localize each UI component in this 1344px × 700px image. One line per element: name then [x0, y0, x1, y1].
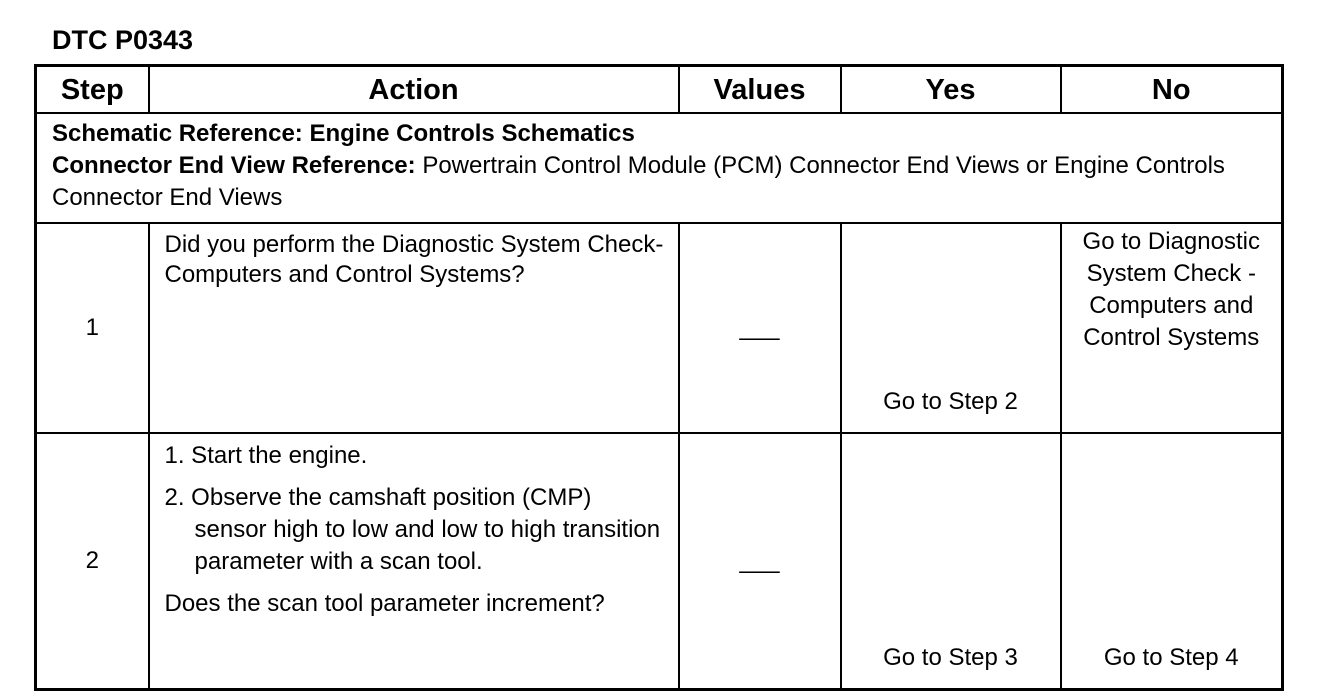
reference-row: [36, 113, 1283, 223]
action-question: Did you perform the Diagnostic System Check-Computers and Control Systems?: [164, 231, 664, 288]
diagnostic-table: [34, 64, 1284, 691]
table-row: [36, 433, 1283, 690]
no-link: Go to Step 4: [1061, 433, 1283, 690]
connector-reference-text: Powertrain Control Module (PCM) Connector End Views or Engine Controls Connector End Views: [52, 152, 1225, 211]
action-step: 2. Observe the camshaft position (CMP) sensor high to low and low to high transition parameter with a scan tool.: [164, 484, 661, 575]
step-number: 1: [36, 223, 149, 433]
action-text: [149, 223, 679, 433]
connector-reference: [52, 150, 1281, 214]
yes-link: Go to Step 3: [841, 433, 1061, 690]
no-link: Go to Diagnostic System Check - Computers and Control Systems: [1061, 223, 1283, 433]
table-row: [36, 223, 1283, 433]
header-action: Action: [149, 66, 679, 114]
action-question: Does the scan tool parameter increment?: [164, 590, 605, 617]
action-steps: [165, 440, 666, 578]
action-step: 1. Start the engine.: [164, 442, 368, 469]
values-text: ___: [679, 433, 841, 690]
header-yes: Yes: [841, 66, 1061, 114]
header-no: No: [1061, 66, 1283, 114]
header-values: Values: [679, 66, 841, 114]
action-text: [149, 433, 679, 690]
step-number: 2: [36, 433, 149, 690]
schematic-reference: Schematic Reference: Engine Controls Schematics: [52, 120, 635, 147]
table-header-row: [36, 66, 1283, 114]
connector-reference-label: Connector End View Reference:: [52, 152, 416, 179]
values-text: ___: [679, 223, 841, 433]
header-step: Step: [36, 66, 149, 114]
page-title: DTC P0343: [52, 25, 194, 55]
yes-link: Go to Step 2: [841, 223, 1061, 433]
reference-cell: [36, 113, 1283, 223]
